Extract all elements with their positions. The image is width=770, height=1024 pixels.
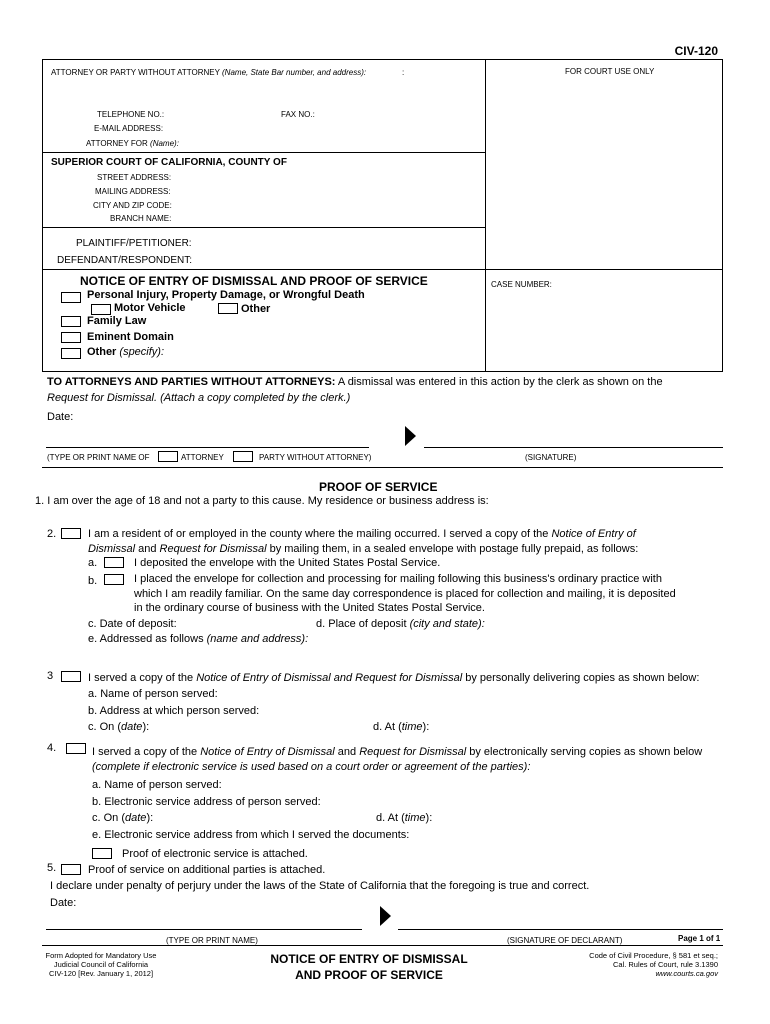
line-parties: [42, 269, 723, 270]
item3-italic: Notice of Entry of Dismissal and Request for Dismissal: [196, 672, 463, 684]
mailing-address-label[interactable]: MAILING ADDRESS:: [95, 187, 171, 196]
declaration-text: I declare under penalty of perjury under the laws of the State of California that the foregoing is true and correct.: [50, 880, 590, 892]
item4c-italic: date: [125, 812, 147, 824]
item3b-address[interactable]: b. Address at which person served:: [88, 705, 260, 717]
fax-label[interactable]: FAX NO.:: [281, 110, 315, 119]
item4-number: 4.: [47, 742, 57, 754]
notice-paragraph-line1: [47, 376, 663, 388]
item3d-text: d. At (: [373, 721, 402, 733]
item3c-end: ):: [142, 721, 150, 733]
item2c-date-deposit[interactable]: c. Date of deposit:: [88, 618, 177, 630]
page-number: Page 1 of 1: [678, 934, 721, 943]
option-other-italic: (specify):: [119, 346, 165, 358]
item3d-italic: time: [401, 721, 423, 733]
item4d-text: d. At (: [376, 812, 405, 824]
checkbox-item5[interactable]: [61, 864, 81, 875]
notice-date-label[interactable]: Date:: [47, 411, 74, 423]
item3-rest: by personally delivering copies as shown below:: [462, 672, 700, 684]
declarant-arrow-icon: [380, 906, 391, 926]
attorney-for-label[interactable]: [86, 139, 179, 148]
court-use-label: FOR COURT USE ONLY: [565, 67, 655, 76]
party-without-attorney-label: PARTY WITHOUT ATTORNEY): [259, 453, 372, 462]
item3d-time[interactable]: [373, 721, 429, 733]
proof-heading: PROOF OF SERVICE: [319, 480, 438, 494]
footer-title: [232, 951, 506, 983]
form-id: CIV-120: [674, 44, 718, 58]
line-branch: [42, 227, 485, 228]
attorney-for-italic: (Name):: [150, 139, 179, 148]
footer-adopted-2: Judicial Council of California: [53, 960, 149, 969]
item2d-text: d. Place of deposit: [316, 618, 410, 630]
item5-text: Proof of service on additional parties is attached.: [88, 864, 326, 876]
checkbox-eminent-domain[interactable]: [61, 332, 81, 343]
proof-item-1: 1. I am over the age of 18 and not a party to this cause. My residence or business address is:: [35, 495, 489, 507]
footer-title-2: AND PROOF OF SERVICE: [295, 968, 443, 982]
attorney-label: [51, 68, 366, 77]
item2b-line1: I placed the envelope for collection and processing for mailing following this business's ordinary practice with: [134, 573, 662, 585]
attorney-label-italic: (Name, State Bar number, and address):: [222, 68, 367, 77]
item4-line1: [92, 746, 702, 758]
item4c-date[interactable]: [92, 812, 153, 824]
checkbox-attorney[interactable]: [158, 451, 178, 462]
header-top-line: [42, 59, 723, 60]
checkbox-item3[interactable]: [61, 671, 81, 682]
checkbox-family-law[interactable]: [61, 316, 81, 327]
item2d-italic: (city and state):: [409, 618, 485, 630]
street-address-label[interactable]: STREET ADDRESS:: [97, 173, 172, 182]
item2a-label: a.: [88, 557, 98, 569]
item2-line2: [88, 543, 638, 555]
signature-arrow-icon: [405, 426, 416, 446]
item4-proof-attached: Proof of electronic service is attached.: [122, 848, 308, 860]
attorney-option-label: ATTORNEY: [181, 453, 224, 462]
line-court: [42, 152, 485, 153]
checkbox-party-without-attorney[interactable]: [233, 451, 253, 462]
item4-text: I served a copy of the: [92, 746, 201, 758]
item3c-italic: date: [121, 721, 143, 733]
signature-of-declarant: (SIGNATURE OF DECLARANT): [507, 936, 623, 945]
attorney-for-text: ATTORNEY FOR: [86, 139, 148, 148]
checkbox-electronic-proof[interactable]: [92, 848, 112, 859]
item2-line1: [88, 528, 636, 540]
declaration-date-label[interactable]: Date:: [50, 897, 77, 909]
item4d-italic: time: [404, 812, 426, 824]
footer-adopted-3: CIV-120 [Rev. January 1, 2012]: [48, 969, 154, 978]
case-number-label[interactable]: CASE NUMBER:: [491, 280, 552, 289]
header-left-border: [42, 59, 43, 372]
option-eminent-domain: Eminent Domain: [87, 331, 174, 343]
declarant-sig-line: [398, 929, 723, 930]
checkbox-other-specify[interactable]: [61, 348, 81, 359]
email-label[interactable]: E-MAIL ADDRESS:: [94, 124, 164, 133]
item2-and: and: [135, 543, 160, 555]
notice-lead-bold: TO ATTORNEYS AND PARTIES WITHOUT ATTORNEYS:: [47, 376, 336, 388]
item3-line1: [88, 672, 699, 684]
option-family-law: Family Law: [87, 315, 147, 327]
checkbox-item2a[interactable]: [104, 557, 124, 568]
item2-dismissal-italic: Dismissal: [88, 543, 136, 555]
item4-italic2: Request for Dismissal: [359, 746, 467, 758]
item2e-addressed[interactable]: [88, 633, 308, 645]
footer-line: [42, 945, 723, 946]
footer-adopted-1: Form Adopted for Mandatory Use: [45, 951, 157, 960]
item4d-time[interactable]: [376, 812, 432, 824]
notice-title: NOTICE OF ENTRY OF DISMISSAL AND PROOF OF SERVICE: [80, 274, 428, 288]
header-divider: [485, 59, 486, 372]
item2b-line3: in the ordinary course of business with the United States Postal Service.: [134, 602, 485, 614]
footer-code-1: Code of Civil Procedure, § 581 et seq.;: [589, 951, 718, 960]
footer-website-link[interactable]: www.courts.ca.gov: [655, 969, 718, 978]
branch-name-label[interactable]: BRANCH NAME:: [110, 214, 172, 223]
item4c-end: ):: [146, 812, 154, 824]
item2d-place-deposit[interactable]: [316, 618, 485, 630]
telephone-label[interactable]: TELEPHONE NO.:: [97, 110, 165, 119]
footer-title-1: NOTICE OF ENTRY OF DISMISSAL: [270, 952, 468, 966]
item2-line2-rest: by mailing them, in a sealed envelope with postage fully prepaid, as follows:: [266, 543, 639, 555]
item2b-label: b.: [88, 575, 98, 587]
item3c-date[interactable]: [88, 721, 149, 733]
checkbox-item4[interactable]: [66, 743, 86, 754]
colon-mark: :: [402, 68, 405, 77]
header-right-border: [722, 59, 723, 372]
item5-number: 5.: [47, 862, 57, 874]
item3-text: I served a copy of the: [88, 672, 197, 684]
defendant-label[interactable]: DEFENDANT/RESPONDENT:: [57, 255, 193, 266]
item4a-name[interactable]: a. Name of person served:: [92, 779, 222, 791]
attorney-label-text: ATTORNEY OR PARTY WITHOUT ATTORNEY: [51, 68, 220, 77]
option-other-pi: Other: [241, 303, 271, 315]
item4-rest: by electronically serving copies as shown below: [466, 746, 703, 758]
item2a-text: I deposited the envelope with the United States Postal Service.: [134, 557, 441, 569]
checkbox-item2[interactable]: [61, 528, 81, 539]
item4e-service-address[interactable]: e. Electronic service address from which I served the documents:: [92, 829, 410, 841]
notice-paragraph-line2: Request for Dismissal. (Attach a copy completed by the clerk.): [47, 392, 351, 404]
item4-italic1: Notice of Entry of Dismissal: [200, 746, 335, 758]
item3-number: 3: [47, 670, 54, 682]
item4-line2: (complete if electronic service is used based on a court order or agreement of the parties):: [92, 761, 531, 773]
item2b-line2: which I am readily familiar. On the same day correspondence is placed for collection and mailing, it is deposited: [134, 588, 676, 600]
type-print-name: (TYPE OR PRINT NAME): [166, 936, 258, 945]
option-other-specify: [87, 346, 164, 358]
item4b-address[interactable]: b. Electronic service address of person served:: [92, 796, 321, 808]
option-motor-vehicle: Motor Vehicle: [114, 302, 186, 314]
section-divider: [42, 467, 723, 468]
item4-and: and: [334, 746, 360, 758]
item2e-text: e. Addressed as follows: [88, 633, 207, 645]
signature-label: (SIGNATURE): [525, 453, 577, 462]
item3a-name[interactable]: a. Name of person served:: [88, 688, 218, 700]
footer-adopted: [38, 951, 164, 978]
notice-sig-line: [424, 447, 723, 448]
checkbox-personal-injury[interactable]: [61, 292, 81, 303]
declarant-name-line: [46, 929, 362, 930]
item4c-text: c. On (: [92, 812, 126, 824]
notice-name-line: [46, 447, 369, 448]
item3d-end: ):: [422, 721, 430, 733]
plaintiff-label[interactable]: PLAINTIFF/PETITIONER:: [76, 238, 192, 249]
header-bottom-line: [42, 371, 723, 372]
checkbox-other-pi[interactable]: [218, 303, 238, 314]
notice-lead-rest: A dismissal was entered in this action by the clerk as shown on the: [335, 376, 663, 388]
item2e-italic: (name and address):: [206, 633, 309, 645]
item2-line1-text: I am a resident of or employed in the county where the mailing occurred. I served a copy of the: [88, 528, 552, 540]
footer-code: [589, 951, 718, 978]
option-personal-injury: Personal Injury, Property Damage, or Wrongful Death: [87, 289, 365, 301]
item2-number: 2.: [47, 528, 57, 540]
item3c-text: c. On (: [88, 721, 122, 733]
item4d-end: ):: [425, 812, 433, 824]
footer-code-2: Cal. Rules of Court, rule 3.1390: [612, 960, 718, 969]
court-title: SUPERIOR COURT OF CALIFORNIA, COUNTY OF: [51, 157, 287, 168]
checkbox-item2b[interactable]: [104, 574, 124, 585]
item2-line1-italic: Notice of Entry of: [551, 528, 636, 540]
checkbox-motor-vehicle[interactable]: [91, 304, 111, 315]
item2-request-italic: Request for Dismissal: [159, 543, 267, 555]
type-print-name-label: (TYPE OR PRINT NAME OF: [47, 453, 150, 462]
option-other-text: Other: [87, 346, 117, 358]
city-zip-label[interactable]: CITY AND ZIP CODE:: [93, 201, 172, 210]
